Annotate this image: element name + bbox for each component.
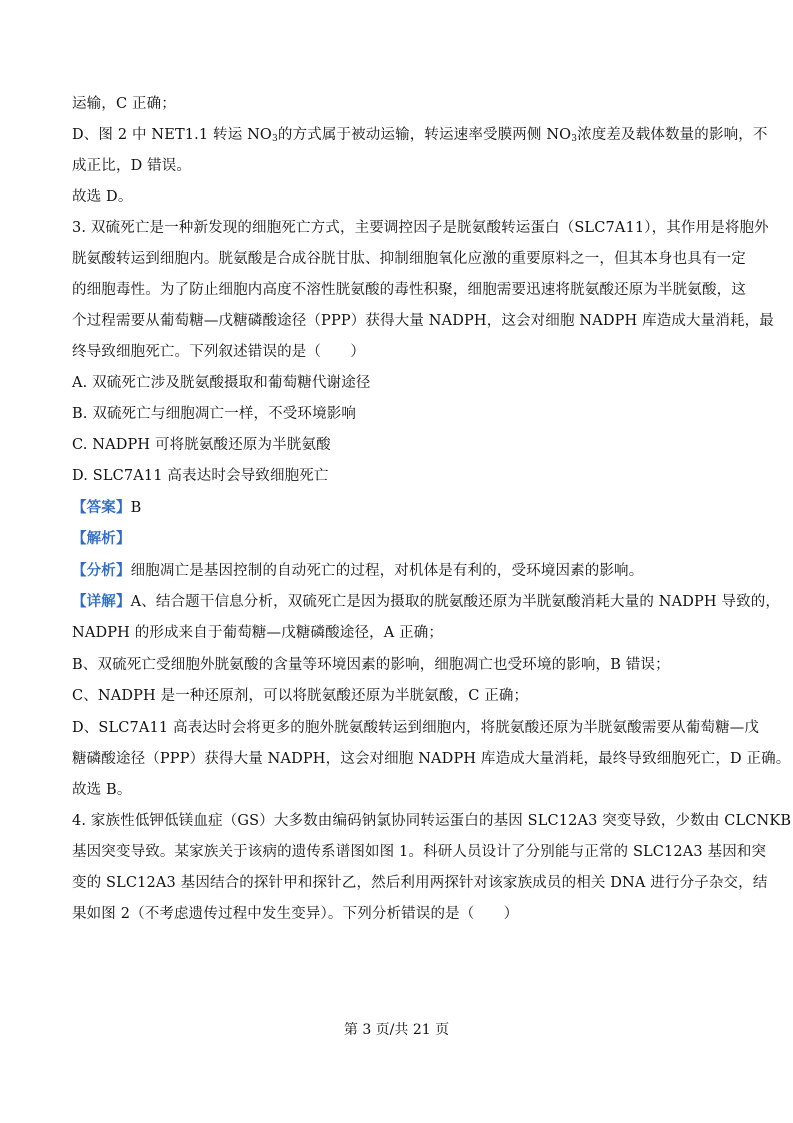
option-d: D. SLC7A11 高表达时会导致细胞死亡	[72, 468, 329, 484]
fenxi-tag: 【分析】	[72, 562, 131, 579]
subscript: 3	[571, 134, 578, 144]
question-text: 终导致细胞死亡。下列叙述错误的是（ ）	[72, 344, 365, 360]
option-b: B. 双硫死亡与细胞凋亡一样，不受环境影响	[72, 406, 357, 422]
analysis-line	[72, 561, 643, 581]
xiangjie-text: A、结合题干信息分析，双硫死亡是因为摄取的胱氨酸还原为半胱氨酸消耗大量的 NADPH 导致的，	[130, 594, 781, 610]
question-text: 胱氨酸转运到细胞内。胱氨酸是合成谷胱甘肽、抑制细胞氧化应激的重要原料之一，但其本身也具有一定	[72, 251, 746, 267]
analysis-tag: 【解析】	[72, 530, 131, 547]
detail-line	[72, 592, 780, 612]
text-line: 故选 B。	[72, 782, 132, 798]
text-line: D、SLC7A11 高表达时会将更多的胞外胱氨酸转运到细胞内，将胱氨酸还原为半胱氨酸需要从葡萄糖—戊	[72, 720, 760, 736]
option-a: A. 双硫死亡涉及胱氨酸摄取和葡萄糖代谢途径	[72, 375, 371, 391]
text-line: C、NADPH 是一种还原剂，可以将胱氨酸还原为半胱氨酸，C 正确；	[72, 688, 529, 704]
question-text: 3. 双硫死亡是一种新发现的细胞死亡方式，主要调控因子是胱氨酸转运蛋白（SLC7A11），其作用是将胞外	[72, 220, 769, 236]
text-line: NADPH 的形成来自于葡萄糖—戊糖磷酸途径，A 正确；	[72, 625, 444, 641]
question-text: 4. 家族性低钾低镁血症（GS）大多数由编码钠氯协同转运蛋白的基因 SLC12A3 突变导致，少数由 CLCNKB	[72, 813, 792, 829]
answer-tag: 【答案】	[72, 499, 131, 516]
text-line: 成正比，D 错误。	[72, 158, 192, 174]
text-line: 运输，C 正确；	[72, 96, 176, 112]
analysis-header	[72, 529, 131, 549]
answer-line	[72, 498, 141, 518]
text-segment: D、图 2 中 NET1.1 转运 NO	[72, 127, 272, 143]
text-line	[72, 125, 768, 145]
page-number: 第 3 页/共 21 页	[343, 1022, 450, 1038]
answer-value: B	[130, 500, 142, 516]
question-text: 的细胞毒性。为了防止细胞内高度不溶性胱氨酸的毒性积聚，细胞需要迅速将胱氨酸还原为半胱氨酸，这	[72, 282, 746, 298]
text-segment: 浓度差及载体数量的影响，不	[577, 127, 768, 143]
text-line: 糖磷酸途径（PPP）获得大量 NADPH，这会对细胞 NADPH 库造成大量消耗，最终导致细胞死亡，D 正确。	[72, 751, 791, 767]
subscript: 3	[271, 134, 278, 144]
text-segment: 的方式属于被动运输，转运速率受膜两侧 NO	[277, 127, 572, 143]
question-text: 果如图 2（不考虑遗传过程中发生变异）。下列分析错误的是（ ）	[72, 906, 519, 922]
xiangjie-tag: 【详解】	[72, 593, 131, 610]
option-c: C. NADPH 可将胱氨酸还原为半胱氨酸	[72, 437, 331, 453]
text-line: 故选 D。	[72, 189, 133, 205]
text-line: B、双硫死亡受细胞外胱氨酸的含量等环境因素的影响，细胞凋亡也受环境的影响，B 错误；	[72, 657, 670, 673]
question-text: 基因突变导致。某家族关于该病的遗传系谱图如图 1。科研人员设计了分别能与正常的 SLC12A3 基因和突	[72, 844, 767, 860]
fenxi-text: 细胞凋亡是基因控制的自动死亡的过程，对机体是有利的，受环境因素的影响。	[130, 563, 644, 579]
question-text: 变的 SLC12A3 基因结合的探针甲和探针乙，然后利用两探针对该家族成员的相关 DNA 进行分子杂交，结	[72, 875, 768, 891]
question-text: 个过程需要从葡萄糖—戊糖磷酸途径（PPP）获得大量 NADPH，这会对细胞 NADPH 库造成大量消耗，最	[72, 313, 774, 329]
